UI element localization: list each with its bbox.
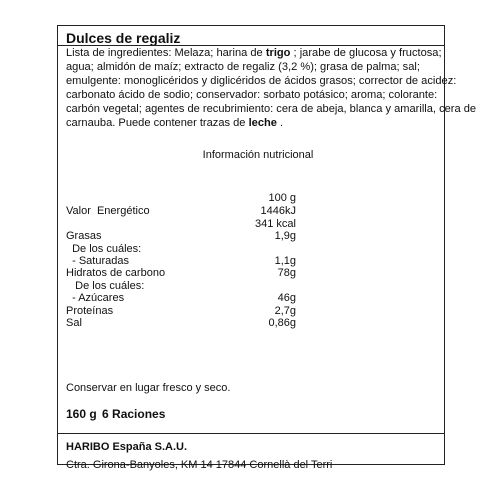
ingredients-text: carbonato ácido de sodio; conservador: sorbato potásico; aroma; colorante: xyxy=(66,89,438,102)
nutrition-row xyxy=(66,267,296,280)
nutrition-label: De los cuáles: xyxy=(66,243,142,255)
nutrition-value: 2,7g xyxy=(274,305,296,317)
nutrition-value: 1,1g xyxy=(274,255,296,267)
ingredients-line xyxy=(66,60,440,74)
storage-text: Conservar en lugar fresco y seco. xyxy=(66,382,231,394)
nutrition-per-row xyxy=(66,192,296,205)
footer-divider xyxy=(57,433,445,434)
nutrition-row xyxy=(66,230,296,243)
ingredients-line xyxy=(66,102,477,116)
nutrition-label: Grasas xyxy=(66,230,102,242)
allergen-text: trigo xyxy=(265,47,291,59)
nutrition-per-label: 100 g xyxy=(268,192,296,204)
ingredients-text: emulgente: monoglicéridos y diglicéridos de ácidos grasos; corrector de acidez: xyxy=(66,75,457,88)
nutrition-row xyxy=(66,292,296,305)
ingredients-text: carbón vegetal; agentes de recubrimiento: cera de abeja, blanca y amarilla, cera de xyxy=(66,103,477,116)
nutrition-title-text: Información nutricional xyxy=(202,149,314,161)
company-name: HARIBO España S.A.U. xyxy=(66,441,188,453)
ingredients-text: ; jarabe de glucosa y fructosa; xyxy=(290,47,442,59)
ingredients-text: Lista de ingredientes: Melaza; harina de xyxy=(66,47,266,59)
ingredients-text: agua; almidón de maíz; extracto de regaliz (3,2 %); grasa de palma; sal; xyxy=(66,61,420,74)
allergen-text: leche xyxy=(248,117,277,130)
ingredients-line xyxy=(66,74,457,88)
ingredients-list xyxy=(66,46,477,131)
nutrition-row xyxy=(66,205,296,218)
product-title: Dulces de regaliz xyxy=(66,30,181,46)
nutrition-value: 0,86g xyxy=(268,317,296,329)
nutrition-label: Hidratos de carbono xyxy=(66,267,166,279)
nutrition-label: Valor Energético xyxy=(66,205,150,217)
nutrition-label: Sal xyxy=(66,317,82,329)
ingredients-line xyxy=(66,46,440,60)
nutrition-value: 341 kcal xyxy=(255,218,296,230)
nutrition-value: 46g xyxy=(277,292,296,304)
nutrition-value: 1,9g xyxy=(274,230,296,242)
nutrition-value: 1446kJ xyxy=(260,205,296,217)
nutrition-row xyxy=(66,317,296,330)
ingredients-line xyxy=(66,88,440,102)
company-address: Ctra. Girona-Banyoles, KM 14 17844 Cornellà del Terri xyxy=(66,459,333,471)
nutrition-label: De los cuáles: xyxy=(66,280,145,292)
ingredients-text: . xyxy=(276,117,284,130)
nutrition-label: - Saturadas xyxy=(66,255,129,267)
portions: 6 Raciones xyxy=(102,407,166,421)
nutrition-label: Proteínas xyxy=(66,305,114,317)
weight-line xyxy=(66,407,165,421)
ingredients-line xyxy=(66,116,440,130)
nutrition-label: - Azúcares xyxy=(66,292,125,304)
ingredients-text: carnauba. Puede contener trazas de xyxy=(66,117,249,130)
nutrition-value: 78g xyxy=(277,267,296,279)
net-weight: 160 g xyxy=(66,407,97,421)
nutrition-title xyxy=(0,149,500,161)
